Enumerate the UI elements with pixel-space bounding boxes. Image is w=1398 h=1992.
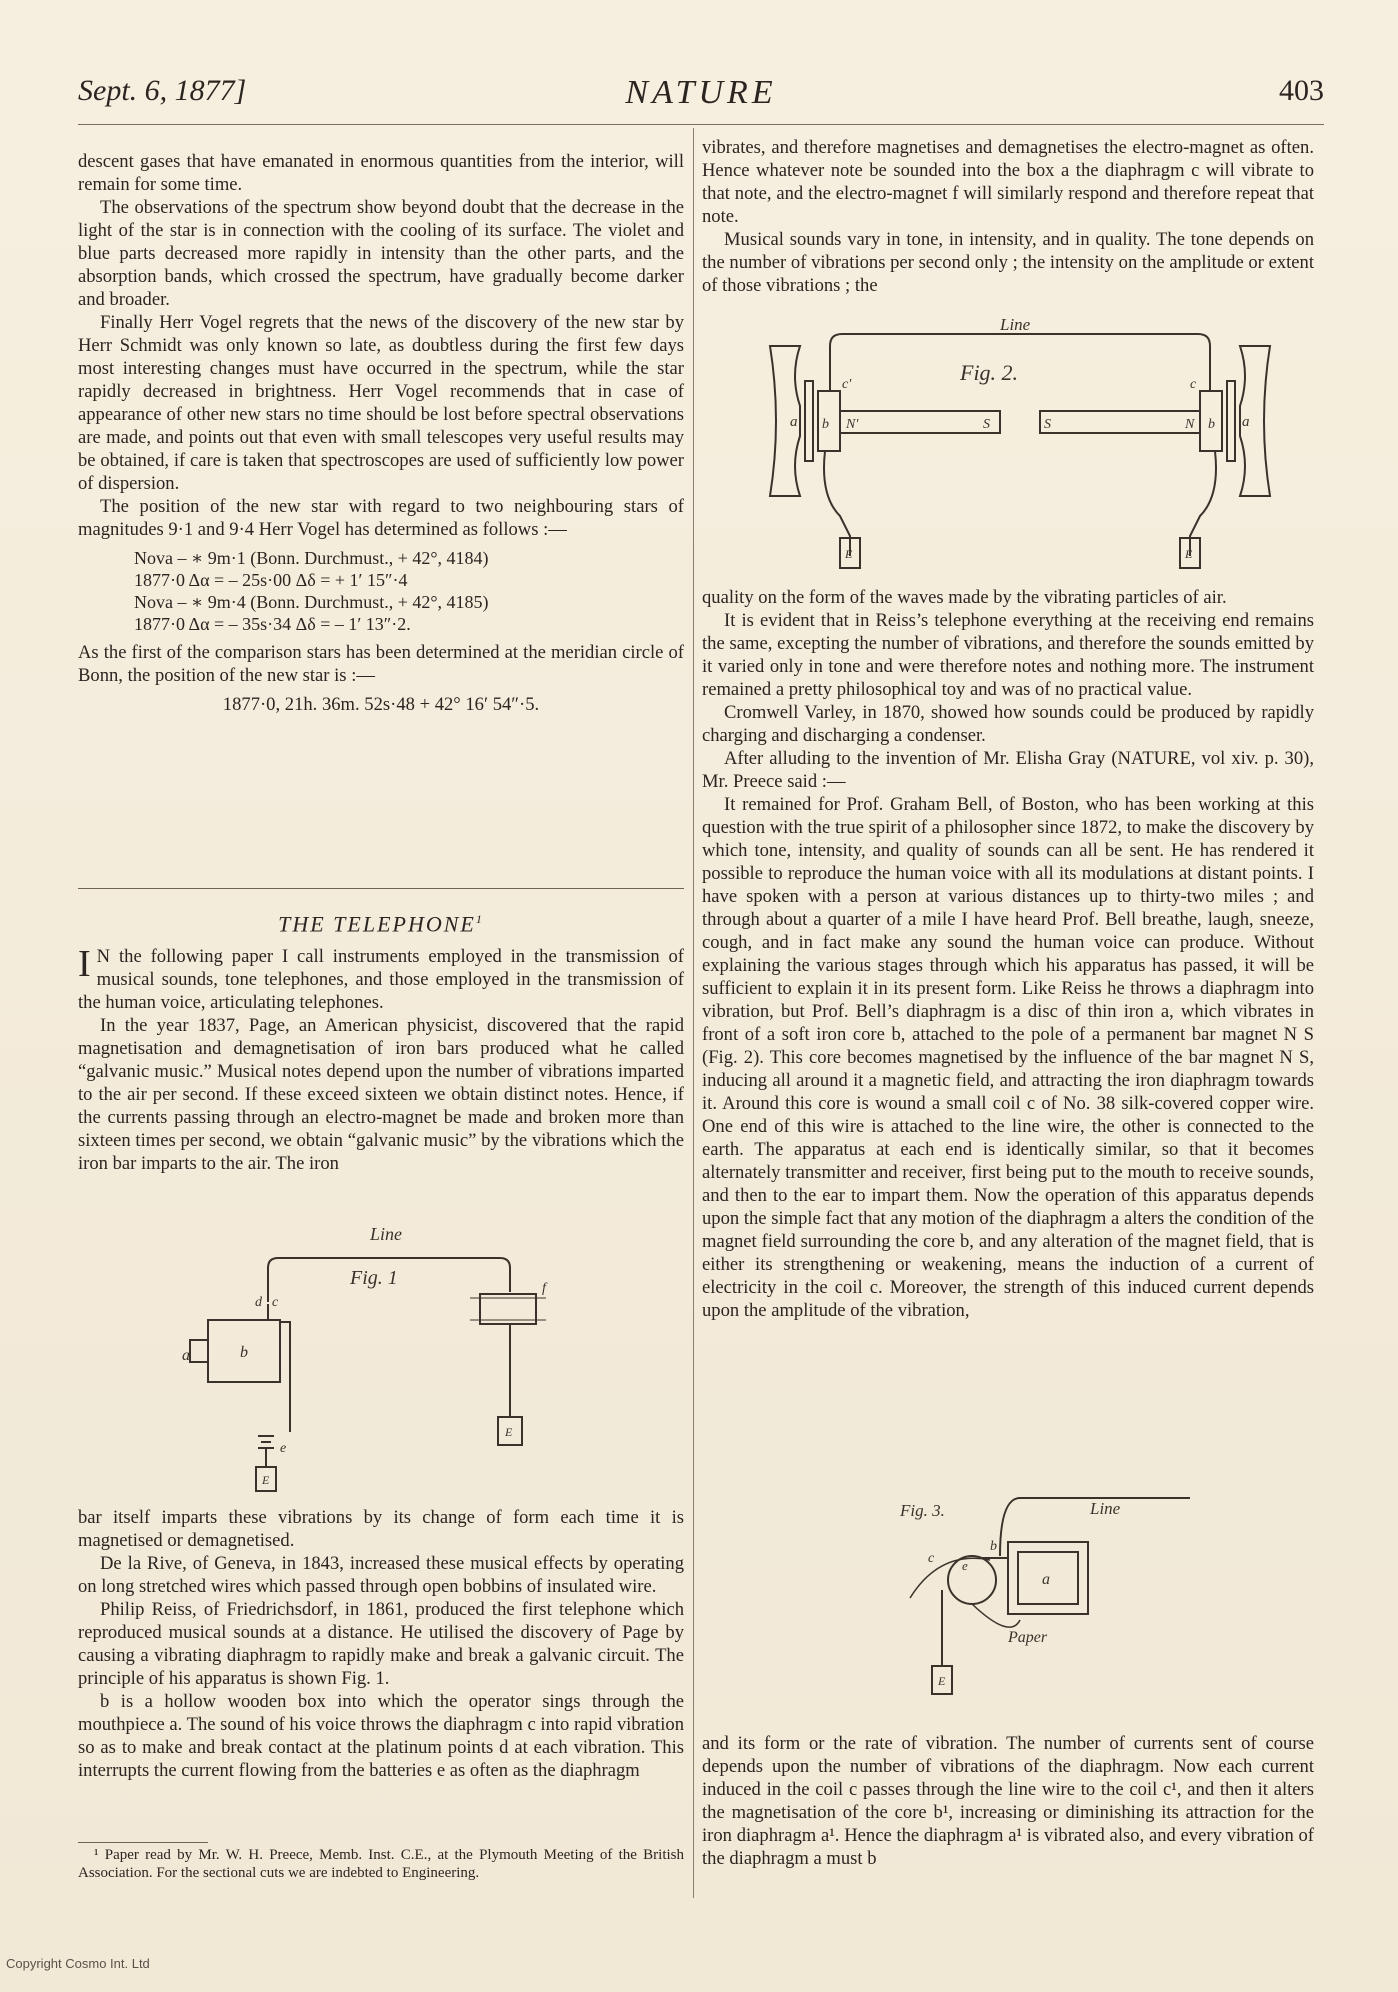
paragraph: bar itself imparts these vibrations by its change of form each time it is magnetised or demagnetised. [78, 1507, 684, 1551]
nova-line: Nova – ∗ 9m·4 (Bonn. Durchmust., + 42°, 4185) [134, 592, 489, 612]
left-column-nova [78, 150, 684, 716]
footnote-mark: 1 [475, 912, 484, 926]
fig1-mouthpiece [190, 1340, 208, 1362]
fig2-magnet-right [1040, 411, 1200, 433]
paragraph-text: N the following paper I call instruments employed in the transmission of musical sounds, tone telephones, and those employed in the transmission of the human voice, articulating telephones. [78, 946, 684, 1014]
paragraph: In the year 1837, Page, an American physicist, discovered that the rapid magnetisation and demagnetisation of iron bars produced what he called “galvanic music.” Musical notes depend upon the number of vibrations imparted to the air per second. If these exceed sixteen we obtain distinct notes. Hence, if the currents passing through an electro-magnet be made and broken more than sixteen times per second, we obtain “galvanic music” by the vibrations which the iron bar imparts to the air. The iron [78, 1015, 684, 1175]
article-title [78, 908, 684, 935]
fig1-label-f: f [542, 1281, 546, 1296]
right-column-bottom [702, 1732, 1314, 1870]
fig1-label-e: e [280, 1441, 287, 1456]
fig2-label-a: a [790, 414, 798, 430]
fig2-label-s: S [983, 417, 990, 432]
fig3-wire [910, 1558, 990, 1598]
paragraph: It is evident that in Reiss’s telephone everything at the receiving end remains the same, excepting the number of vibrations, and therefore the sounds emitted by it varied only in tone and were therefore notes and nothing more. The instrument remained a pretty philosophical toy and was of no practical value. [702, 610, 1314, 700]
journal-title: NATURE [625, 74, 777, 111]
paragraph: After alluding to the invention of Mr. Elisha Gray (NATURE, vol xiv. p. 30), Mr. Preece said :— [702, 748, 1314, 792]
fig2-label-b: b [822, 417, 829, 432]
fig2-diaphragm-right [1227, 381, 1235, 461]
fig2-magnet-left [840, 411, 1000, 433]
paragraph: descent gases that have emanated in enormous quantities from the interior, will remain for some time. [78, 151, 684, 195]
fig1-wire [280, 1322, 290, 1432]
article-title-text: THE TELEPHONE [278, 911, 476, 937]
paragraph: Cromwell Varley, in 1870, showed how sounds could be produced by rapidly charging and discharging a condenser. [702, 702, 1314, 746]
paragraph: b is a hollow wooden box into which the operator sings through the mouthpiece a. The sound of his voice throws the diaphragm c into rapid vibration so as to make and break contact at the platinum points d at each vibration. This interrupts the current flowing from the batteries e as often as the diaphragm [78, 1691, 684, 1781]
right-column-middle [702, 586, 1314, 1322]
figure-1 [150, 1222, 620, 1492]
fig2-line-label: Line [1000, 316, 1031, 334]
paragraph [78, 945, 684, 1014]
paragraph: As the first of the comparison stars has been determined at the meridian circle of Bonn, the position of the new star is :— [78, 642, 684, 686]
fig1-label-d: d [255, 1295, 262, 1310]
fig1-label-c: c [272, 1295, 279, 1310]
header-rule [78, 124, 1324, 125]
fig3-label-e: e [962, 1558, 968, 1573]
paragraph: vibrates, and therefore magnetises and demagnetises the electro-magnet as often. Hence whatever note be sounded into the box a the diaphragm c will vibrate to that note, and the electro-magnet f will similarly respond and therefore repeat that note. [702, 137, 1314, 227]
column-divider [693, 128, 694, 1898]
fig1-label-earth: E [505, 1425, 513, 1439]
fig1-label-a: a [182, 1347, 190, 1364]
section-rule [78, 888, 684, 889]
fig2-label-n: N [1185, 417, 1195, 432]
left-column-telephone [78, 908, 684, 1175]
paragraph: Philip Reiss, of Friedrichsdorf, in 1861, produced the first telephone which reproduced musical sounds at a distance. He utilised the discovery of Page by causing a vibrating diaphragm to rapidly make and break a galvanic circuit. The principle of his apparatus is shown Fig. 1. [78, 1599, 684, 1689]
footnote [78, 1846, 684, 1882]
right-column-top [702, 136, 1314, 297]
figure-1-diagram [150, 1222, 620, 1492]
paragraph: The observations of the spectrum show beyond doubt that the decrease in the light of the star is in connection with the cooling of its surface. The violet and blue parts decreased more rapidly in intensity than the other parts, and the absorption bands, which crossed the spectrum, have gradually become darker and broader. [78, 197, 684, 310]
paragraph: De la Rive, of Geneva, in 1843, increased these musical effects by operating on long stretched wires which passed through open bobbins of insulated wire. [78, 1553, 684, 1597]
footnote-text: ¹ Paper read by Mr. W. H. Preece, Memb. Inst. C.E., at the Plymouth Meeting of the British Association. For the sectional cuts we are indebted to Engineering. [78, 1847, 684, 1881]
fig2-earth-wire-right [1190, 451, 1216, 556]
nova-line: Nova – ∗ 9m·1 (Bonn. Durchmust., + 42°, 4184) [134, 548, 489, 568]
fig2-caption: Fig. 2. [960, 360, 1019, 385]
fig2-diaphragm-left [805, 381, 813, 461]
paragraph: Finally Herr Vogel regrets that the news of the discovery of the new star by Herr Schmidt was only known so late, as doubtless during the first few days most interesting changes must have occurred in the spectrum, while the star rapidly decreased in brightness. Herr Vogel recommends that in case of appearance of other new stars no time should be lost before spectral observations are made, and points out that even with small telescopes very useful results may be obtained, if care is taken that spectroscopes are used of sufficiently low power of dispersion. [78, 312, 684, 494]
fig2-label-a: a [1242, 414, 1250, 430]
fig1-label-b: b [240, 1344, 248, 1361]
fig1-label-earth: E [262, 1473, 270, 1487]
paragraph: Musical sounds vary in tone, in intensity, and in quality. The tone depends on the number of vibrations per second only ; the intensity on the amplitude or extent of those vibrations ; the [702, 229, 1314, 296]
fig3-label-paper: Paper [1008, 1629, 1048, 1646]
paragraph: and its form or the rate of vibration. The number of currents sent of course depends upon the number of vibrations of the diaphragm. Now each current induced in the coil c passes through the line wire to the coil c¹, and then it alters the magnetisation of the core b¹, increasing or diminishing its attraction for the iron diaphragm a¹. Hence the diaphragm a¹ is vibrated also, and every vibration of the diaphragm a must b [702, 1733, 1314, 1869]
fig1-line-label: Line [370, 1224, 403, 1244]
fig3-paper-strip [972, 1604, 1020, 1627]
nova-line: 1877·0 Δα = – 35s·34 Δδ = – 1′ 13″·2. [134, 614, 411, 634]
figure-2-diagram [730, 316, 1310, 576]
figure-3 [880, 1490, 1210, 1720]
fig2-label-c1: c′ [842, 377, 852, 392]
page-header [78, 74, 1324, 124]
fig1-caption: Fig. 1 [350, 1267, 398, 1289]
fig3-label-a: a [1042, 1571, 1050, 1588]
footnote-rule [78, 1842, 208, 1843]
fig2-label-c: c [1190, 377, 1197, 392]
issue-date: Sept. 6, 1877] [78, 74, 247, 107]
paragraph: It remained for Prof. Graham Bell, of Boston, who has been working at this question with the true spirit of a philosopher since 1872, to make the discovery by which tone, intensity, and quality of sounds can all be sent. He has rendered it possible to reproduce the human voice with all its modulations at distant points. I have spoken with a person at various distances up to thirty-two miles ; and through about a quarter of a mile I have heard Prof. Bell breathe, laugh, sneeze, cough, and in fact make any sound the human voice can produce. Without explaining the various stages through which his apparatus has passed, it will be sufficient to explain it in its present form. Like Reiss he throws a diaphragm into vibration, but Prof. Bell’s diaphragm is a disc of thin iron a, which vibrates in front of a soft iron core b, attached to the pole of a permanent bar magnet N S (Fig. 2). This core becomes magnetised by the influence of the bar magnet N S, inducing all around it a magnetic field, and attracting the iron diaphragm towards it. Around this core is wound a small coil c of No. 38 silk-covered copper wire. One end of this wire is attached to the line wire, the other is connected to the earth. The apparatus at each end is identically similar, so that it becomes alternately transmitter and receiver, first being put to the mouth to receive sounds, and then to the ear to impart them. Now the operation of this apparatus depends upon the simple fact that any motion of the diaphragm a alters the condition of the magnet field surrounding the core b, and any alteration of the magnet field, that is either its strengthening or weakening, means the induction of a current of electricity in the coil c. Moreover, the strength of this induced current depends upon the amplitude of the vibration, [702, 794, 1314, 1321]
fig3-coil [948, 1556, 996, 1604]
star-position: 1877·0, 21h. 36m. 52s·48 + 42° 16′ 54″·5. [222, 694, 540, 715]
figure-3-diagram [880, 1490, 1210, 1720]
fig3-label-c: c [928, 1551, 935, 1566]
fig3-caption: Fig. 3. [900, 1501, 945, 1520]
nova-line: 1877·0 Δα = – 25s·00 Δδ = + 1′ 15″·4 [134, 570, 408, 590]
fig3-label-b: b [990, 1539, 997, 1554]
figure-2 [730, 316, 1310, 576]
paragraph: quality on the form of the waves made by the vibrating particles of air. [702, 587, 1227, 608]
paragraph: The position of the new star with regard to two neighbouring stars of magnitudes 9·1 and 9·4 Herr Vogel has determined as follows :— [78, 496, 684, 540]
page-number: 403 [1279, 74, 1324, 107]
fig2-label-n1: N′ [846, 417, 859, 432]
fig2-label-b: b [1208, 417, 1215, 432]
fig2-line-wire [830, 334, 1210, 391]
fig3-label-earth: E [938, 1674, 946, 1688]
fig2-earth-wire-left [824, 451, 850, 556]
nova-positions [134, 547, 684, 635]
fig2-label-earth: E [1185, 547, 1193, 561]
fig3-line-label: Line [1090, 1499, 1121, 1518]
left-column-telephone-cont [78, 1506, 684, 1782]
drop-cap: I [78, 943, 91, 986]
copyright-watermark: Copyright Cosmo Int. Ltd [6, 1956, 150, 1971]
fig2-label-earth: E [845, 547, 853, 561]
fig2-label-s: S [1044, 417, 1051, 432]
